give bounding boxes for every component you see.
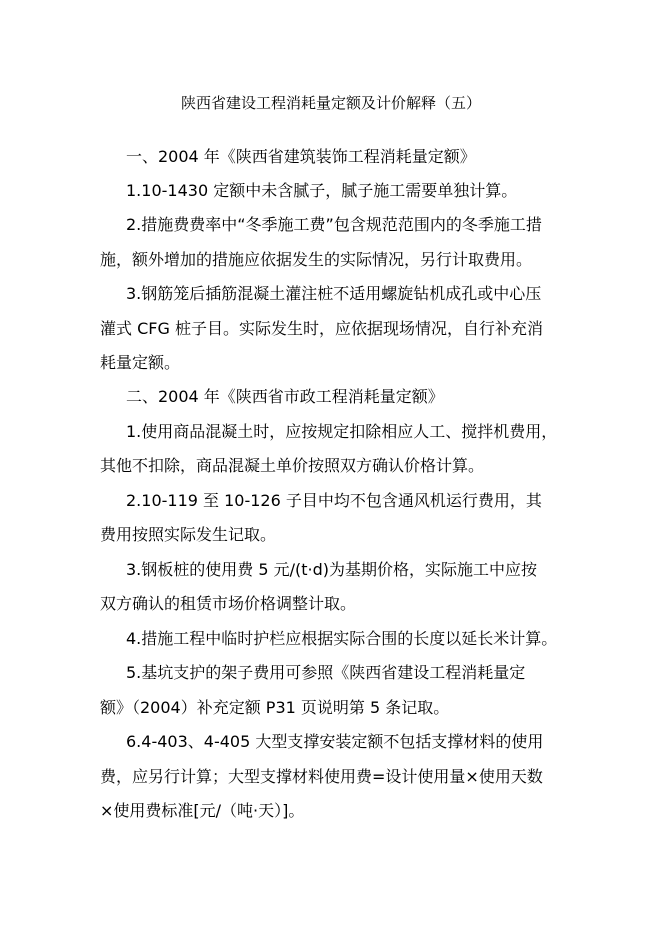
paragraph-line: 5.基坑支护的架子费用可参照《陕西省建设工程消耗量定 <box>126 663 526 682</box>
paragraph-line: 2.10-119 至 10-126 子目中均不包含通风机运行费用，其 <box>126 491 542 510</box>
paragraph-line: 费用按照实际发生记取。 <box>100 525 277 544</box>
paragraph-line: 4.措施工程中临时护栏应根据实际合围的长度以延长米计算。 <box>126 629 558 648</box>
paragraph-line: 3.钢筋笼后插筋混凝土灌注桩不适用螺旋钻机成孔或中心压 <box>126 284 542 303</box>
paragraph-line: 其他不扣除，商品混凝土单价按照双方确认价格计算。 <box>100 456 485 475</box>
section-heading-2: 二、2004 年《陕西省市政工程消耗量定额》 <box>126 387 444 406</box>
paragraph-line: 费，应另行计算；大型支撑材料使用费=设计使用量×使用天数 <box>100 767 543 786</box>
paragraph-line: 1.10-1430 定额中未含腻子，腻子施工需要单独计算。 <box>126 181 518 200</box>
paragraph-line: 6.4-403、4-405 大型支撑安装定额不包括支撑材料的使用 <box>126 732 544 751</box>
paragraph-line: 2.措施费费率中“冬季施工费”包含规范范围内的冬季施工措 <box>126 215 542 234</box>
paragraph-line: 耗量定额。 <box>100 353 181 372</box>
paragraph-line: 施，额外增加的措施应依据发生的实际情况，另行计取费用。 <box>100 250 533 269</box>
paragraph-line: 双方确认的租赁市场价格调整计取。 <box>100 594 357 613</box>
paragraph-line: 额》（2004）补充定额 P31 页说明第 5 条记取。 <box>100 698 450 717</box>
paragraph-line: 灌式 CFG 桩子目。实际发生时，应依据现场情况，自行补充消 <box>100 319 543 338</box>
section-heading-1: 一、2004 年《陕西省建筑装饰工程消耗量定额》 <box>126 147 476 166</box>
paragraph-line: 1.使用商品混凝土时，应按规定扣除相应人工、搅拌机费用， <box>126 422 558 441</box>
paragraph-line: 3.钢板桩的使用费 5 元/(t·d)为基期价格，实际施工中应按 <box>126 560 538 579</box>
paragraph-line: ×使用费标准[元/（吨·天）]。 <box>100 801 305 820</box>
document-title: 陕西省建设工程消耗量定额及计价解释（五） <box>180 94 481 112</box>
